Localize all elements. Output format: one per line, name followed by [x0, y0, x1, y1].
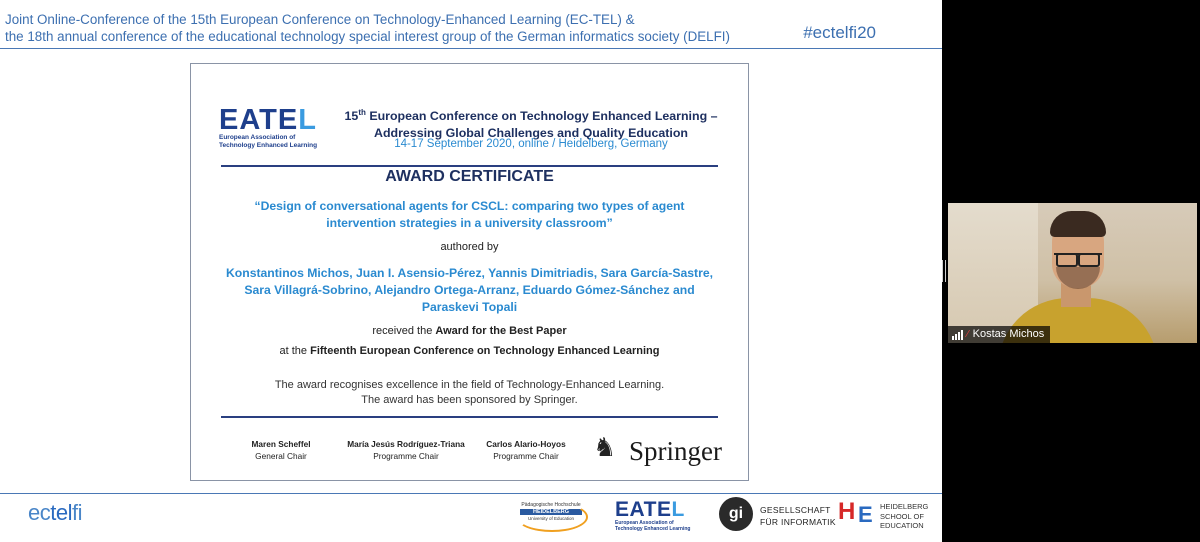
ph-swoosh-icon — [516, 502, 588, 532]
recognition-text — [191, 378, 748, 408]
eatel-logo-subtitle-1: European Association of — [219, 134, 296, 141]
award-title: AWARD CERTIFICATE — [385, 168, 554, 185]
hse-line-3: EDUCATION — [880, 521, 924, 530]
ectelfi-logo-tel: tel — [50, 500, 72, 525]
conference-hashtag: #ectelfi20 — [803, 23, 876, 42]
hse-line-2: SCHOOL OF — [880, 511, 924, 521]
recognition-line-1: The award recognises excellence in the field of Technology-Enhanced Learning. — [274, 379, 665, 391]
divider-top — [221, 165, 718, 167]
header-line-1: Joint Online-Conference of the 15th European Conference on Technology-Enhanced Learning (EC-TEL) & — [5, 12, 635, 27]
ectelfi-logo-ec: ec — [28, 500, 51, 525]
participant-name-tag — [948, 326, 1050, 343]
gi-logo-icon: gi — [719, 497, 753, 531]
participant-video[interactable] — [948, 203, 1197, 343]
ph-logo-line-2: University of Education — [527, 516, 575, 521]
signatory-name: Carlos Alario-Hoyos — [486, 439, 566, 449]
signal-strength-icon — [952, 330, 963, 340]
ectelfi-logo — [28, 500, 82, 526]
signatory-name: Maren Scheffel — [251, 439, 311, 449]
footer-eatel-sub-1: European Association of — [615, 520, 674, 526]
panel-resize-handle[interactable] — [942, 258, 947, 284]
hse-logo-text — [880, 502, 928, 531]
signatory-role: Programme Chair — [493, 451, 559, 461]
footer-eatel-sub-2: Technology Enhanced Learning — [615, 526, 691, 532]
footer-eatel-end: L — [671, 498, 685, 521]
participant-name: Kostas Michos — [972, 328, 1045, 340]
springer-horse-icon: ♞ — [593, 432, 617, 462]
signatory — [231, 438, 331, 462]
header-line-2: the 18th annual conference of the educational technology special interest group of the German informatics society (DELFI) — [5, 29, 730, 44]
eatel-logo-end: L — [298, 104, 317, 136]
hse-line-1: HEIDELBERG — [880, 502, 929, 511]
eatel-logo-subtitle-2: Technology Enhanced Learning — [219, 141, 318, 149]
mic-muted-icon: ⁄ — [967, 329, 969, 340]
paper-title: “Design of conversational agents for CSCL: comparing two types of agent intervention strategies in a university classroom” — [254, 199, 685, 230]
divider-bottom — [221, 416, 718, 418]
at-the-prefix: at the — [279, 345, 311, 357]
signatory-role: Programme Chair — [373, 451, 439, 461]
footer-eatel-logo — [615, 500, 705, 532]
authored-by: authored by — [440, 241, 499, 253]
received-prefix: received the — [372, 325, 436, 337]
signatory-name: María Jesús Rodríguez-Triana — [347, 439, 465, 449]
ph-logo-line-1: Pädagogische Hochschule — [521, 502, 581, 508]
award-name: Award for the Best Paper — [435, 325, 567, 337]
conference-title-line-1: European Conference on Technology Enhanced Learning – — [365, 109, 718, 124]
author-list: Konstantinos Michos, Juan I. Asensio-Pérez, Yannis Dimitriadis, Sara García-Sastre, Sara Villagrá-Sobrino, Alejandro Ortega-Arranz, Eduardo Gómez-Sánchez and Paraskevi Topali — [226, 266, 713, 314]
ph-heidelberg-logo — [512, 502, 590, 532]
received-line — [191, 325, 748, 337]
gi-line-2: FÜR INFORMATIK — [760, 517, 836, 527]
footer-eatel-main: EATE — [615, 498, 672, 521]
signatory — [476, 438, 576, 462]
springer-wordmark: Springer — [629, 436, 722, 466]
ph-logo-name: HEIDELBERG — [520, 509, 582, 515]
signatory — [341, 438, 471, 462]
gi-line-1: GESELLSCHAFT — [760, 505, 831, 515]
conference-full-name: Fifteenth European Conference on Technology Enhanced Learning — [310, 345, 660, 357]
hse-logo-icon: H E — [838, 498, 873, 527]
eatel-logo-main: EATE — [219, 104, 299, 136]
recognition-line-2: The award has been sponsored by Springer. — [361, 394, 578, 406]
signatory-role: General Chair — [255, 451, 307, 461]
conference-date: 14-17 September 2020, online / Heidelberg, Germany — [394, 138, 668, 150]
conference-number-suffix: th — [358, 108, 366, 117]
conference-number: 15 — [344, 109, 359, 124]
conference-line — [191, 345, 748, 357]
gi-logo-text — [760, 504, 836, 528]
slide-header — [0, 8, 942, 49]
springer-logo — [593, 430, 733, 470]
eatel-logo — [219, 106, 339, 149]
footer-divider — [0, 493, 942, 494]
conference-title — [331, 104, 731, 142]
ectelfi-logo-fi: fi — [72, 500, 82, 525]
conference-title-line-2: Addressing Global Challenges and Quality Education — [374, 126, 688, 141]
award-certificate — [190, 63, 749, 481]
